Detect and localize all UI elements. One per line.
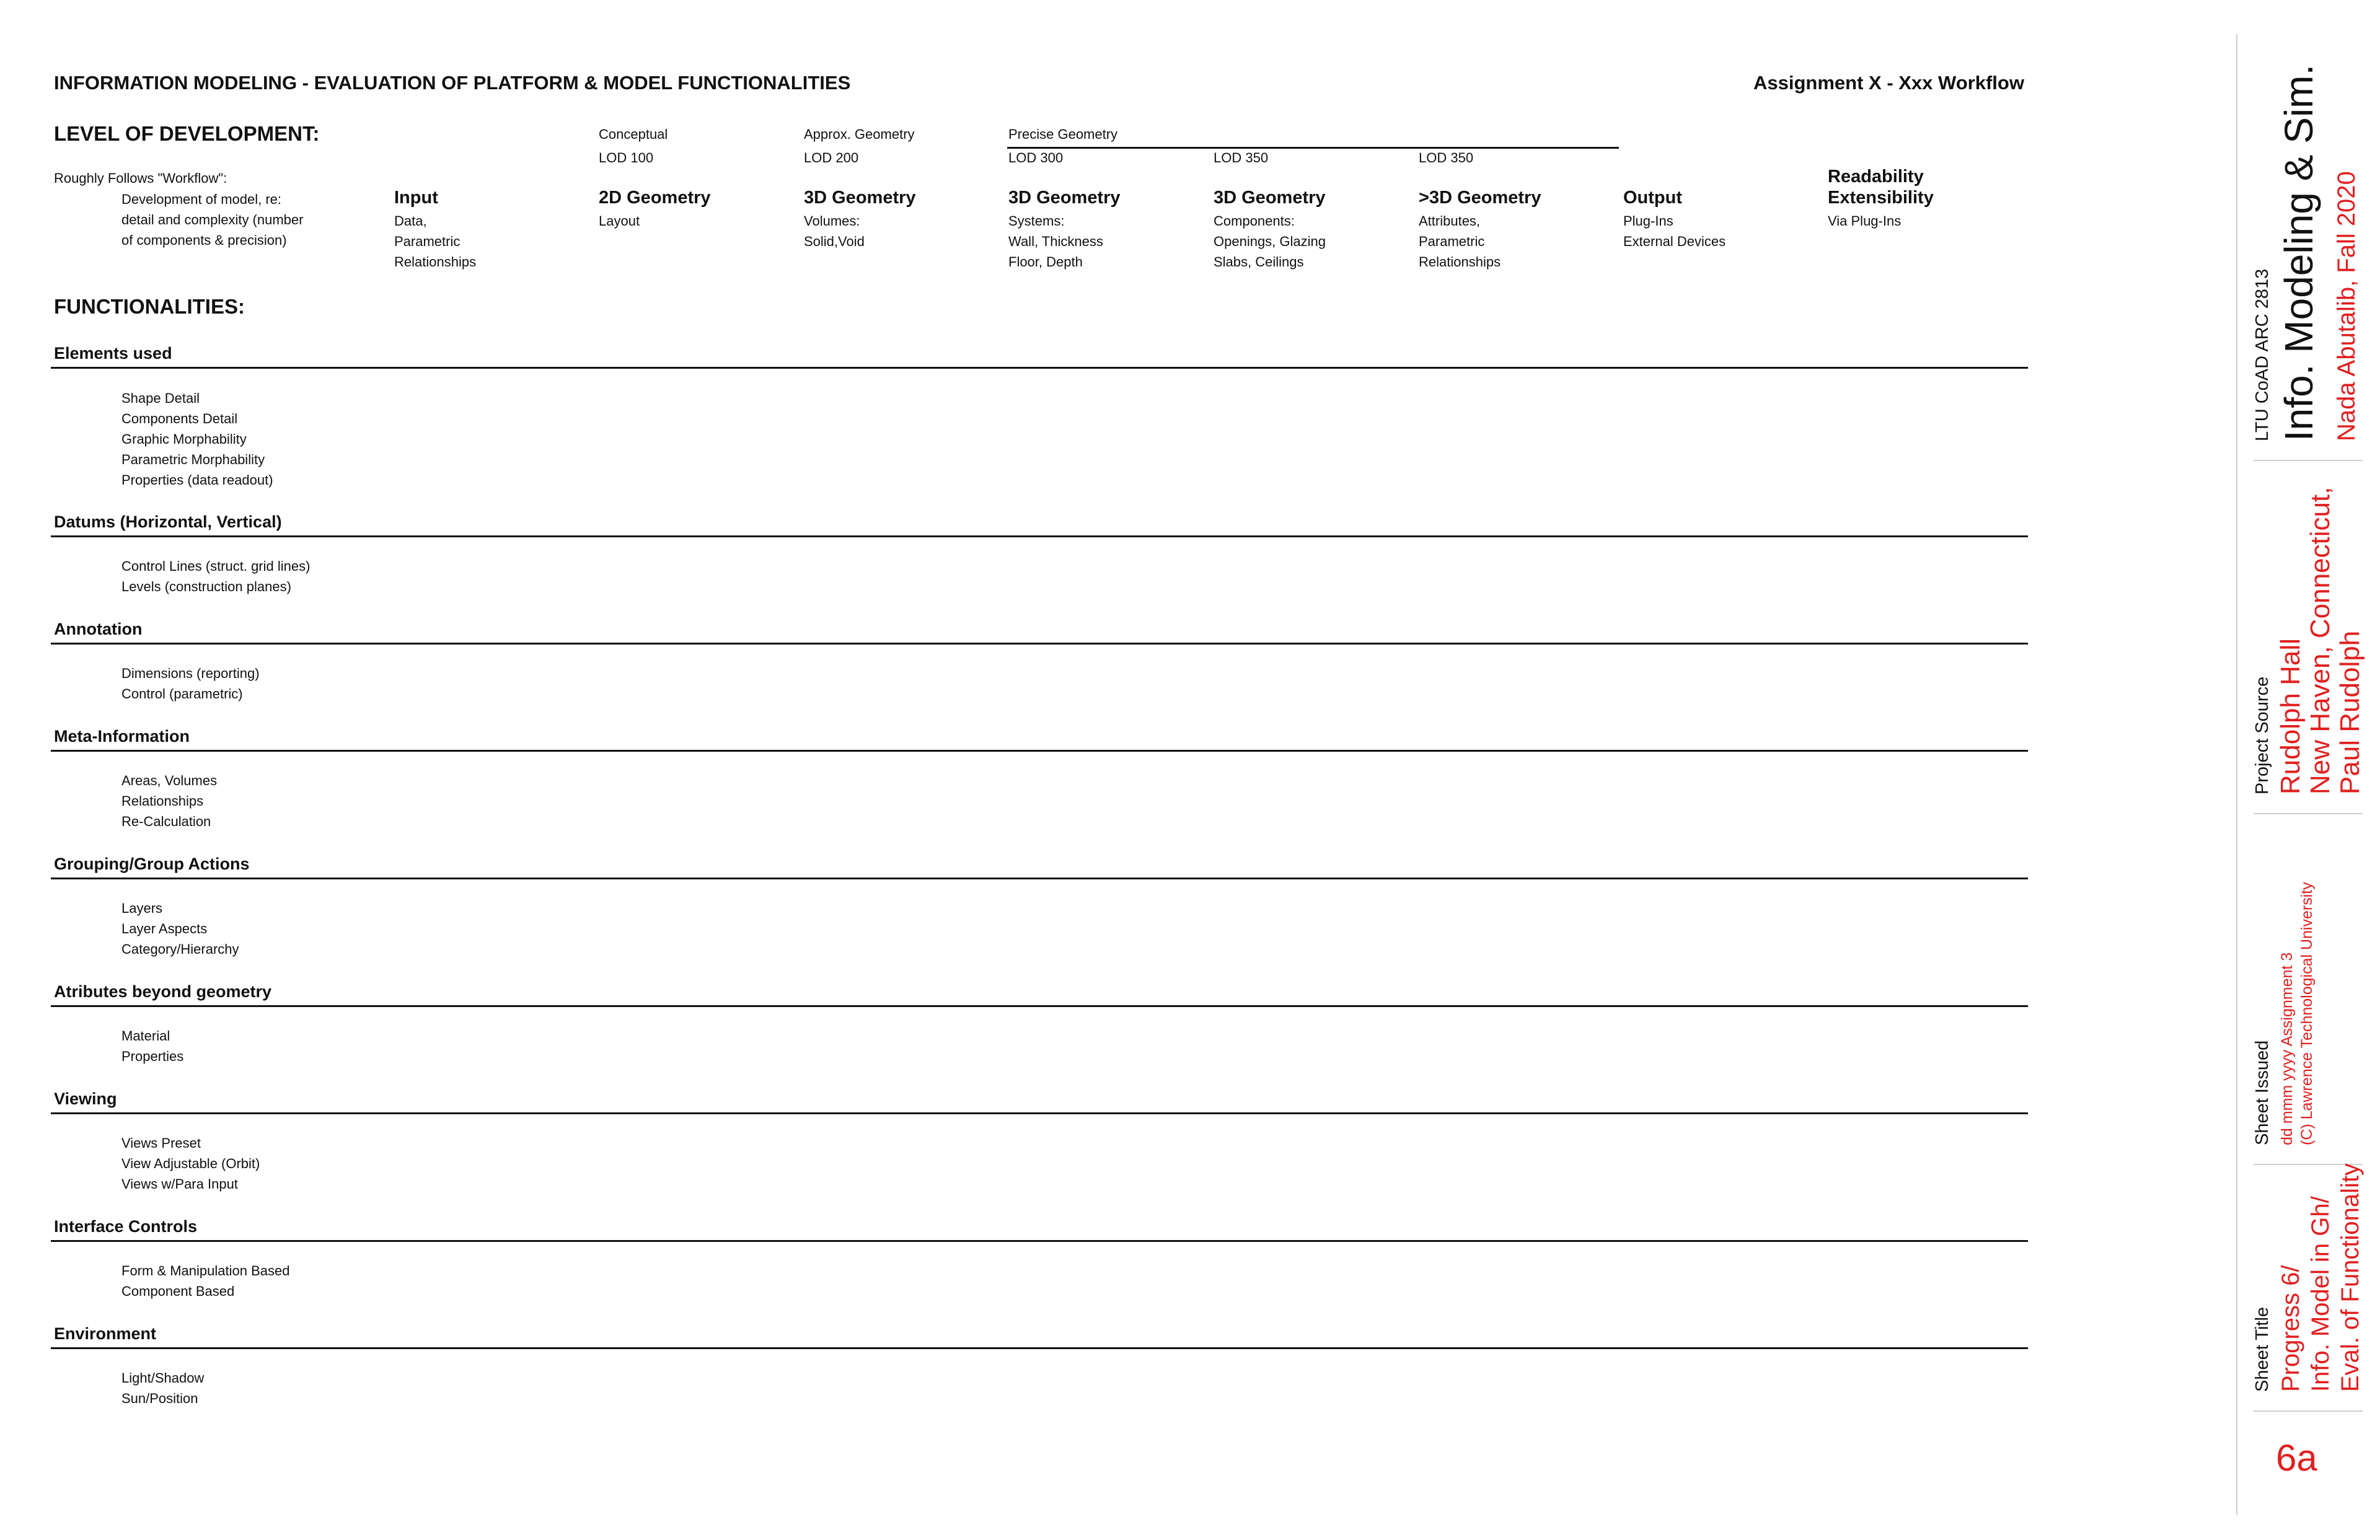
section-title: Grouping/Group Actions — [54, 855, 250, 873]
section-items — [121, 663, 260, 704]
section-item: Light/Shadow — [121, 1370, 205, 1386]
column-title-3d-geometry-components: 3D Geometry — [1214, 188, 1326, 208]
stage-label-conceptual: Conceptual — [599, 126, 668, 142]
section-item: Relationships — [121, 793, 204, 809]
lod-label: LOD 200 — [804, 150, 859, 165]
section-title: Datums (Horizontal, Vertical) — [54, 513, 282, 531]
section-item: Control (parametric) — [121, 686, 243, 702]
section-title: Atributes beyond geometry — [54, 982, 272, 1001]
titleblock-sheet-issued-info — [2277, 823, 2317, 1145]
titleblock-course — [2250, 255, 2275, 441]
section-item: Properties (data readout) — [121, 472, 273, 488]
sheet-title-line: Info. Model in Gh/ — [2307, 1196, 2334, 1392]
titleblock-project-label — [2250, 609, 2275, 794]
column-detail-line: Openings, Glazing — [1214, 234, 1326, 249]
section-rule — [51, 878, 2028, 879]
section-rule — [51, 535, 2028, 537]
sheet-number: 6a — [2276, 1437, 2317, 1479]
section-items — [121, 1026, 183, 1067]
column-detail-line: Attributes, — [1419, 213, 1481, 229]
page-title: INFORMATION MODELING - EVALUATION OF PLATFORM & MODEL FUNCTIONALITIES — [54, 72, 851, 94]
column-detail-line: External Devices — [1623, 234, 1726, 249]
stage-label-approx-geometry: Approx. Geometry — [804, 126, 915, 142]
column-detail-line: Slabs, Ceilings — [1214, 254, 1304, 270]
section-rule — [51, 1112, 2028, 1114]
section-items — [121, 770, 217, 832]
section-items — [121, 1368, 204, 1409]
column-title-2d-geometry: 2D Geometry — [599, 188, 711, 208]
column-details-3d-systems — [1008, 211, 1103, 272]
section-title: Elements used — [54, 344, 172, 363]
section-item: Material — [121, 1028, 170, 1044]
column-detail-line: Parametric — [394, 234, 461, 249]
titleblock-sheet-issued-label — [2250, 959, 2275, 1145]
titleblock-sheet-title — [2276, 1150, 2365, 1392]
sheet-title-label: Sheet Title — [2252, 1306, 2272, 1392]
section-title: Viewing — [54, 1089, 117, 1108]
column-title-beyond-3d-geometry: >3D Geometry — [1419, 188, 1541, 208]
section-title: Interface Controls — [54, 1217, 198, 1236]
column-detail-line: Volumes: — [804, 213, 860, 229]
section-item: Component Based — [121, 1283, 235, 1299]
assignment-label: Assignment X - Xxx Workflow — [1753, 72, 2024, 94]
titleblock-instructor — [2332, 69, 2361, 441]
section-item: Views Preset — [121, 1135, 201, 1151]
section-item: Re-Calculation — [121, 814, 211, 829]
column-title-output: Output — [1623, 188, 1683, 208]
course-title: Info. Modeling & Sim. — [2276, 64, 2321, 441]
section-item: Shape Detail — [121, 390, 200, 406]
column-title-extensibility: Extensibility — [1828, 188, 1934, 208]
section-rule — [51, 750, 2028, 752]
column-title-3d-geometry-volumes: 3D Geometry — [804, 188, 916, 208]
lod-label: LOD 350 — [1419, 150, 1474, 165]
titleblock-sheet-title-label — [2250, 1206, 2275, 1392]
section-item: Layers — [121, 900, 163, 916]
column-detail-line: Systems: — [1008, 213, 1065, 229]
column-detail-line: Parametric — [1419, 234, 1485, 249]
sheet-title-line: Progress 6/ — [2277, 1265, 2304, 1392]
section-title: Meta-Information — [54, 727, 190, 746]
workflow-description-line: of components & precision) — [121, 232, 287, 248]
project-line: Paul Rudolph — [2335, 630, 2365, 794]
section-item: Control Lines (struct. grid lines) — [121, 558, 311, 574]
column-details-beyond-3d — [1419, 211, 1501, 272]
column-detail-line: Relationships — [1419, 254, 1501, 270]
section-item: Components Detail — [121, 411, 238, 426]
section-title: Annotation — [54, 620, 143, 638]
column-details-3d-volumes — [804, 211, 865, 252]
section-item: Views w/Para Input — [121, 1176, 238, 1192]
column-detail-line: Relationships — [394, 254, 477, 270]
section-item: Parametric Morphability — [121, 452, 265, 467]
workflow-description-line: detail and complexity (number — [121, 212, 304, 227]
section-item: Properties — [121, 1049, 184, 1064]
section-items — [121, 556, 310, 597]
column-details-output — [1623, 211, 1726, 252]
titleblock-course-title — [2276, 64, 2321, 441]
column-detail-line: Floor, Depth — [1008, 254, 1083, 270]
instructor-name: Nada Abutalib, Fall 2020 — [2333, 171, 2360, 441]
section-items — [121, 1133, 260, 1194]
sheet-title-line: Eval. of Functionality — [2337, 1163, 2364, 1392]
project-source-label: Project Source — [2252, 676, 2272, 794]
column-title-3d-geometry-systems: 3D Geometry — [1008, 188, 1121, 208]
section-item: Dimensions (reporting) — [121, 666, 260, 681]
section-item: Form & Manipulation Based — [121, 1263, 290, 1278]
column-details-input — [394, 211, 476, 272]
section-rule — [51, 1005, 2028, 1007]
sheet-issued-label: Sheet Issued — [2252, 1040, 2272, 1145]
lod-label: LOD 350 — [1214, 150, 1269, 165]
section-item: Levels (construction planes) — [121, 579, 291, 594]
workflow-note: Roughly Follows "Workflow": — [54, 170, 227, 186]
titleblock-project-lines — [2276, 447, 2365, 794]
lod-heading: LEVEL OF DEVELOPMENT: — [54, 122, 320, 145]
section-item: View Adjustable (Orbit) — [121, 1156, 260, 1171]
lod-label: LOD 300 — [1008, 150, 1064, 165]
section-item: Areas, Volumes — [121, 773, 218, 788]
titleblock-divider — [2254, 1410, 2363, 1412]
section-rule — [51, 643, 2028, 645]
section-rule — [51, 367, 2028, 369]
section-item: Category/Hierarchy — [121, 941, 239, 957]
column-details-2d-geometry — [599, 211, 640, 231]
section-item: Sun/Position — [121, 1391, 198, 1406]
column-title-readability: Readability — [1828, 167, 1924, 187]
column-detail-line: Plug-Ins — [1623, 213, 1673, 229]
column-detail-line: Components: — [1214, 213, 1295, 229]
project-line: New Haven, Connecticut, — [2305, 486, 2335, 794]
workflow-description-line: Development of model, re: — [121, 191, 282, 207]
column-detail-line: Layout — [599, 213, 640, 229]
sheet-issued-date: dd mmm yyyy Assignment 3 — [2278, 952, 2296, 1145]
stage-label-precise-geometry: Precise Geometry — [1008, 126, 1118, 142]
titleblock-border — [2236, 34, 2237, 1515]
precise-geometry-bracket — [1007, 147, 1619, 149]
section-item: Layer Aspects — [121, 921, 208, 936]
section-item: Graphic Morphability — [121, 431, 247, 447]
column-detail-line: Solid,Void — [804, 234, 865, 249]
section-rule — [51, 1347, 2028, 1349]
project-line: Rudolph Hall — [2275, 638, 2306, 794]
section-items — [121, 898, 239, 959]
functionalities-heading: FUNCTIONALITIES: — [54, 295, 245, 318]
section-title: Environment — [54, 1324, 157, 1343]
section-items — [121, 388, 273, 490]
copyright-notice: (C) Lawrence Technological University — [2298, 882, 2316, 1145]
column-details-extensibility — [1828, 211, 1901, 231]
column-detail-line: Wall, Thickness — [1008, 234, 1103, 249]
column-detail-line: Via Plug-Ins — [1828, 213, 1902, 229]
column-detail-line: Data, — [394, 213, 427, 229]
course-code: LTU CoAD ARC 2813 — [2252, 268, 2272, 441]
titleblock-divider — [2254, 813, 2363, 814]
lod-label: LOD 100 — [599, 150, 654, 165]
section-rule — [51, 1240, 2028, 1242]
column-details-3d-components — [1214, 211, 1326, 272]
workflow-description — [121, 189, 303, 250]
section-items — [121, 1261, 289, 1301]
column-title-input: Input — [394, 188, 438, 208]
